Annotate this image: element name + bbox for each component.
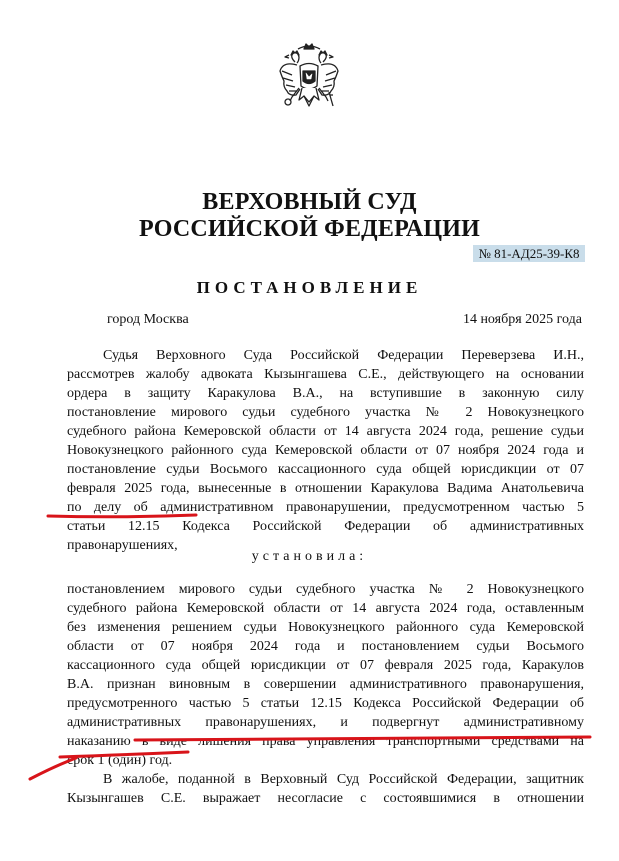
body-line: наказанию в виде лишения права управления транспортными средствами на — [67, 734, 584, 749]
intro-line: постановление мирового судьи судебного участка № 2 Новокузнецкого — [67, 405, 584, 420]
document-type-heading: ПОСТАНОВЛЕНИЕ — [196, 278, 423, 297]
intro-line: судебного района Кемеровской области от 14 августа 2024 года, решение судьи — [67, 424, 584, 439]
body-line: срок 1 (один) год. — [67, 753, 173, 768]
body-line: без изменения решением судьи Новокузнецкого районного суда Кемеровской — [67, 620, 584, 635]
intro-line: рассмотрев жалобу адвоката Кызынгашева С.Е., действующего на основании — [67, 367, 584, 382]
intro-line: Судья Верховного Суда Российской Федерации Переверзева И.Н., — [103, 348, 584, 363]
court-name-line-1: ВЕРХОВНЫЙ СУД — [202, 189, 417, 215]
body-line: кассационного суда общей юрисдикции от 07 февраля 2025 года, Каракулов — [67, 658, 584, 673]
case-number: № 81-АД25-39-К8 — [473, 245, 585, 262]
body-line: предусмотренного частью 5 статьи 12.15 Кодекса Российской Федерации об — [67, 696, 584, 711]
body-line: Кызынгашев С.Е. выражает несогласие с состоявшимися в отношении — [67, 791, 584, 806]
court-name-line-2: РОССИЙСКОЙ ФЕДЕРАЦИИ — [138, 216, 481, 242]
body-line: области от 07 ноября 2024 года и постановлением судьи Восьмого — [67, 639, 584, 654]
section-heading: установила: — [251, 549, 368, 564]
intro-line: постановление судьи Восьмого кассационного суда общей юрисдикции от 07 — [67, 462, 584, 477]
document-date: 14 ноября 2025 года — [462, 312, 582, 327]
intro-line: статьи 12.15 Кодекса Российской Федерации об административных — [67, 519, 584, 534]
body-line: административных правонарушениях, и подвергнут административному — [67, 715, 584, 730]
intro-line: Новокузнецкого районного суда Кемеровской области от 07 ноября 2024 года и — [67, 443, 584, 458]
body-paragraph — [67, 580, 584, 808]
intro-paragraph — [67, 346, 584, 555]
body-line: судебного района Кемеровской области от 14 августа 2024 года, оставленным — [67, 601, 584, 616]
body-line: В жалобе, поданной в Верховный Суд Российской Федерации, защитник — [103, 772, 584, 787]
intro-line: февраля 2025 года, вынесенные в отношении Каракулова Вадима Анатольевича — [67, 481, 584, 496]
intro-line: правонарушениях, — [67, 538, 178, 553]
intro-line: по делу об административном правонарушении, предусмотренном частью 5 — [67, 500, 584, 515]
city: город Москва — [107, 312, 189, 327]
body-line: В.А. признан виновным в совершении административного правонарушения, — [67, 677, 584, 692]
russian-coat-of-arms-icon — [278, 40, 340, 118]
intro-line: ордера в защиту Каракулова В.А., на вступившие в законную силу — [67, 386, 584, 401]
body-line: постановлением мирового судьи судебного участка № 2 Новокузнецкого — [67, 582, 584, 597]
